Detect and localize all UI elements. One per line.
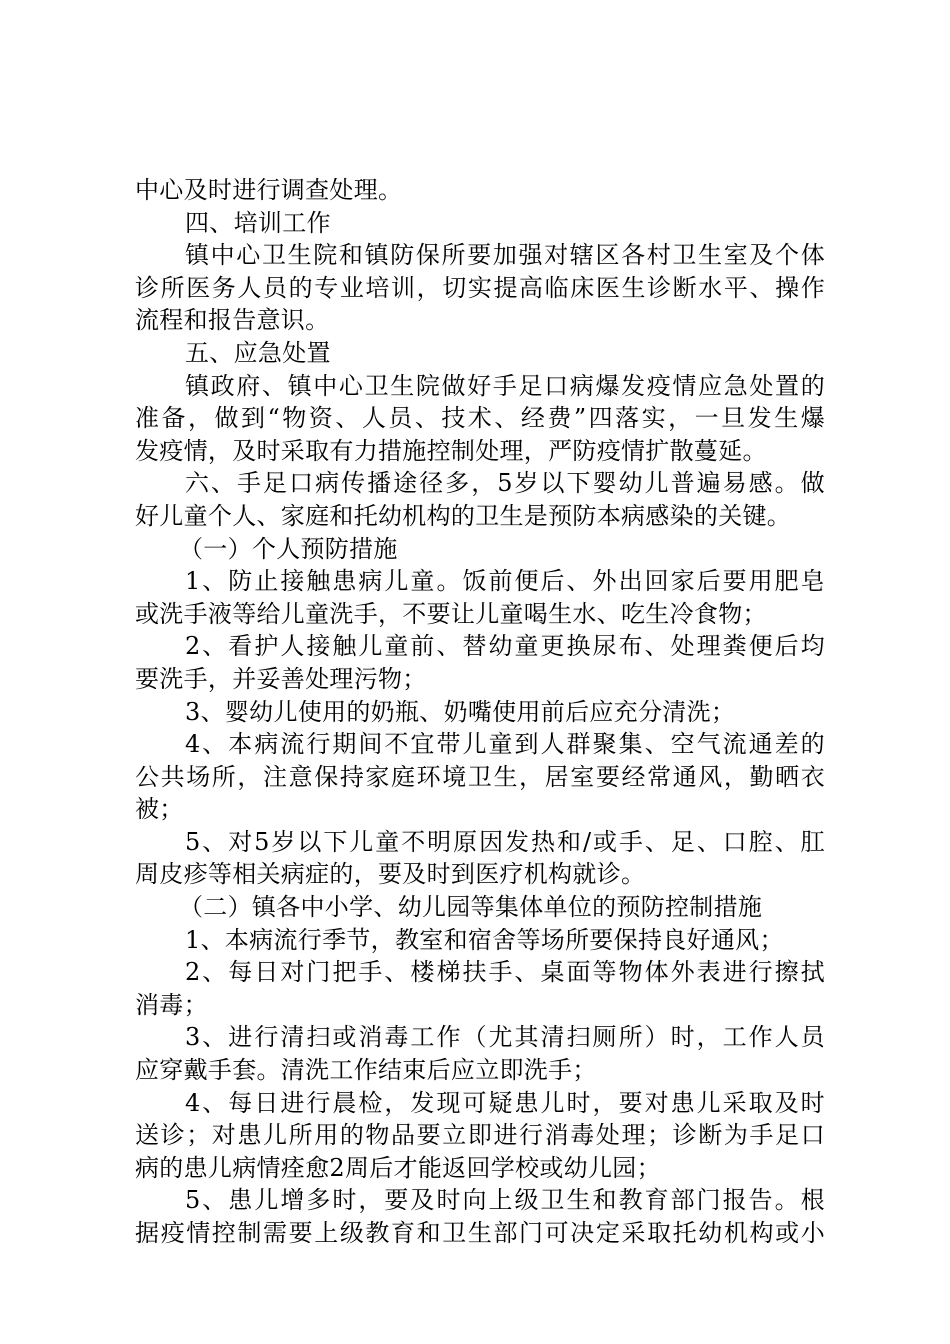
text-line: 1、本病流行季节，教室和宿舍等场所要保持良好通风； <box>185 925 784 954</box>
text-line: 据疫情控制需要上级教育和卫生部门可决定采取托幼机构或小 <box>135 1219 825 1247</box>
document-body <box>135 174 825 1250</box>
text-line: 送诊；对患儿所用的物品要立即进行消毒处理；诊断为手足口 <box>135 1121 825 1150</box>
text-line: 1、防止接触患病儿童。饭前便后、外出回家后要用肥皂 <box>185 567 825 596</box>
text-line: 镇中心卫生院和镇防保所要加强对辖区各村卫生室及个体 <box>185 241 825 270</box>
text-line: 中心及时进行调查处理。 <box>135 176 403 204</box>
text-line: 准备，做到“物资、人员、技术、经费”四落实，一旦发生爆 <box>135 404 825 433</box>
text-line: 2、看护人接触儿童前、替幼童更换尿布、处理粪便后均 <box>185 632 825 661</box>
text-line: 四、培训工作 <box>185 208 331 237</box>
text-line: 六、手足口病传播途径多，5岁以下婴幼儿普遍易感。做 <box>185 469 825 498</box>
text-line: 3、婴幼儿使用的奶瓶、奶嘴使用前后应充分清洗； <box>185 697 736 726</box>
text-line: 好儿童个人、家庭和托幼机构的卫生是预防本病感染的关键。 <box>135 501 792 530</box>
text-line: 病的患儿病情痊愈2周后才能返回学校或幼儿园； <box>135 1153 661 1182</box>
text-line: 5、患儿增多时，要及时向上级卫生和教育部门报告。根 <box>185 1186 825 1215</box>
text-line: 诊所医务人员的专业培训，切实提高临床医生诊断水平、操作 <box>135 273 825 302</box>
text-line: 5、对5岁以下儿童不明原因发热和/或手、足、口腔、肛 <box>185 827 825 856</box>
text-line: 被； <box>135 795 184 824</box>
text-line: （二）镇各中小学、幼儿园等集体单位的预防控制措施 <box>179 893 763 922</box>
text-line: 发疫情，及时采取有力措施控制处理，严防疫情扩散蔓延。 <box>135 436 767 465</box>
text-line: 周皮疹等相关病症的，要及时到医疗机构就诊。 <box>135 860 646 889</box>
text-line: 要洗手，并妥善处理污物； <box>135 664 427 693</box>
text-line: 3、进行清扫或消毒工作（尤其清扫厕所）时，工作人员 <box>185 1023 825 1052</box>
text-line: 镇政府、镇中心卫生院做好手足口病爆发疫情应急处置的 <box>185 371 825 400</box>
text-line: 公共场所，注意保持家庭环境卫生，居室要经常通风，勤晒衣 <box>135 762 825 791</box>
text-line: 2、每日对门把手、楼梯扶手、桌面等物体外表进行擦拭 <box>185 958 825 987</box>
text-line: 流程和报告意识。 <box>135 306 330 335</box>
text-line: 4、每日进行晨检，发现可疑患儿时，要对患儿采取及时 <box>185 1088 825 1117</box>
text-line: 五、应急处置 <box>185 338 331 367</box>
text-line: 消毒； <box>135 990 208 1019</box>
text-line: 4、本病流行期间不宜带儿童到人群聚集、空气流通差的 <box>185 730 825 759</box>
text-line: 或洗手液等给儿童洗手，不要让儿童喝生水、吃生冷食物； <box>135 599 767 628</box>
text-line: 应穿戴手套。清洗工作结束后应立即洗手； <box>135 1056 597 1085</box>
text-line: （一）个人预防措施 <box>179 534 398 563</box>
